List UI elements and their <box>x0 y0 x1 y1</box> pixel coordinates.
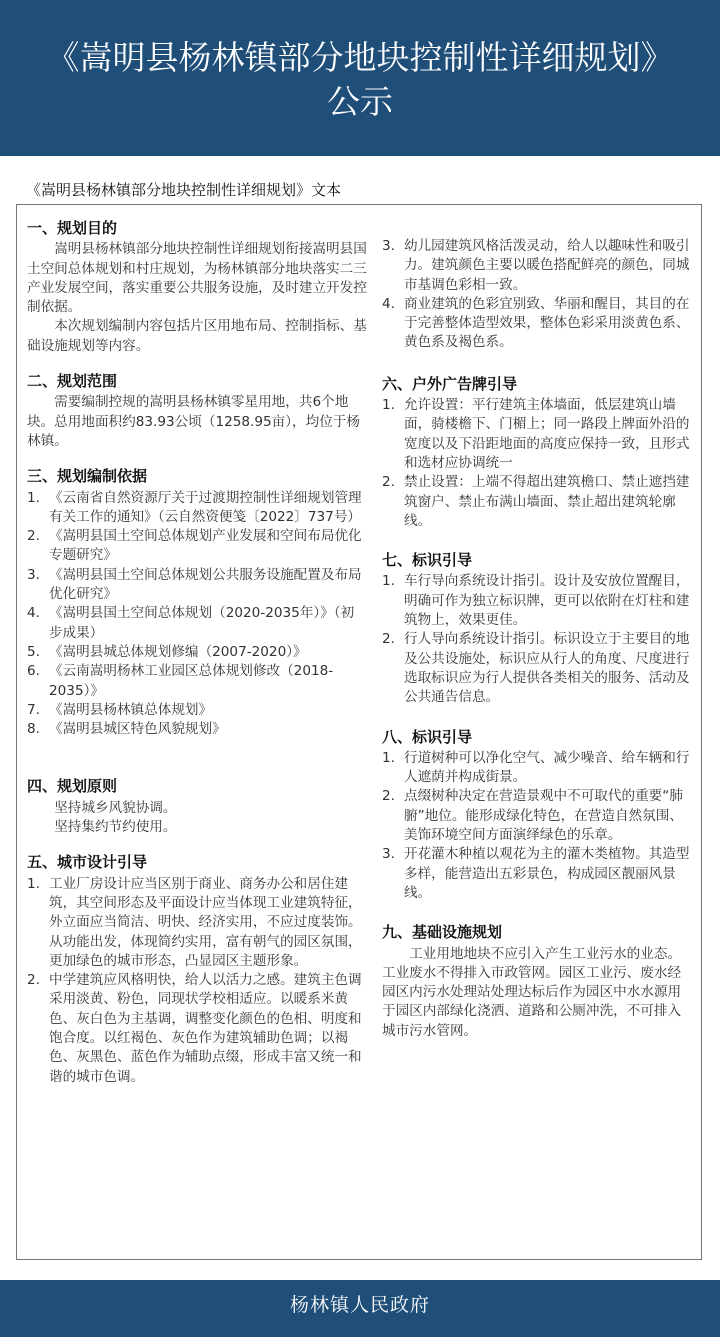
list-text: 中学建筑应风格明快，给人以活力之感。建筑主色调采用淡黄、粉色，同现状学校相适应。以暖系米黄色、灰白色为主基调，调整变化颜色的色相、明度和饱合度。以红褐色、灰色作为建筑辅助色调；以褐色、灰黑色、蓝色作为辅助点缀，形成丰富又统一和谐的城市色调。 <box>49 972 362 1085</box>
list-item <box>382 749 694 788</box>
list-text: 禁止设置：上端不得超出建筑檐口、禁止遮挡建筑窗户、禁止布满山墙面、禁止超出建筑轮廓线。 <box>404 474 690 529</box>
list-number: 7. <box>27 701 40 718</box>
paragraph: 本次规划编制内容包括片区用地布局、控制指标、基础设施规划等内容。 <box>27 318 367 354</box>
list-text: 《嵩明县国土空间总体规划产业发展和空间布局优化专题研究》 <box>49 528 362 564</box>
list-number: 4. <box>27 605 40 622</box>
section-title-greening: 八、标识引导 <box>382 727 473 746</box>
section-title-basis: 三、规划编制依据 <box>27 467 148 486</box>
list-item <box>382 473 694 531</box>
list-text: 商业建筑的色彩宜别致、华丽和醒目，其目的在于完善整体造型效果，整体色彩采用淡黄色系、黄色系及褐色系。 <box>404 295 690 351</box>
list-item <box>382 845 694 903</box>
list-item <box>27 566 367 605</box>
right-column <box>382 219 694 1041</box>
list-text: 允许设置：平行建筑主体墙面，低层建筑山墙面，骑楼檐下、门楣上；同一路段上牌面外沿的宽度以及下沿距地面的高度应保持一致，且形式和选材应协调统一 <box>404 397 690 471</box>
list-number: 1. <box>382 573 395 590</box>
list-item <box>382 237 694 295</box>
list-text: 《嵩明县国土空间总体规划（2020-2035年）》（初步成果） <box>49 605 355 641</box>
list-text: 开花灌木种植以观花为主的灌木类植物。其造型多样，能营造出五彩景色，构成园区靓丽风景线。 <box>404 846 690 901</box>
list-item <box>27 720 367 739</box>
list-number: 1. <box>382 397 395 414</box>
list-item <box>27 643 367 662</box>
list-number: 6. <box>27 663 40 680</box>
paragraph: 坚持城乡风貌协调。 <box>54 799 177 816</box>
paragraph: 需要编制控规的嵩明县杨林镇零星用地，共6个地块。总用地面积约83.93公顷（1258.95亩），均位于杨林镇。 <box>27 394 361 449</box>
list-item <box>382 572 694 630</box>
document-title: 《嵩明县杨林镇部分地块控制性详细规划》文本 <box>26 181 342 199</box>
list-item <box>27 701 367 720</box>
list-number: 1. <box>382 749 395 766</box>
section-title-scope: 二、规划范围 <box>27 372 118 391</box>
list-number: 8. <box>27 721 40 738</box>
list-item <box>27 971 367 1087</box>
list-item <box>382 396 694 473</box>
section-title-infrastructure: 九、基础设施规划 <box>382 923 503 942</box>
section-title-principles: 四、规划原则 <box>27 777 118 796</box>
list-text: 《嵩明县城区特色风貌规划》 <box>49 721 226 738</box>
list-text: 工业厂房设计应当区别于商业、商务办公和居住建筑，其空间形态及平面设计应当体现工业建筑特征，外立面应当简洁、明快、经济实用，不应过度装饰。从功能出发，体现简约实用，富有朝气的园区氛围，更加绿色的城市形态，凸显园区主题形象。 <box>49 875 362 969</box>
list-number: 2. <box>382 788 395 805</box>
paragraph: 工业用地地块不应引入产生工业污水的业态。工业废水不得排入市政管网。园区工业污、废水经园区内污水处理站处理达标后作为园区中水水源用于园区内部绿化浇洒、道路和公厕冲洗，不可排入城市污水管网。 <box>382 945 682 1039</box>
list-number: 4. <box>382 295 395 312</box>
header-banner <box>0 0 720 156</box>
list-text: 《嵩明县国土空间总体规划公共服务设施配置及布局优化研究》 <box>49 566 362 603</box>
list-text: 幼儿园建筑风格活泼灵动，给人以趣味性和吸引力。建筑颜色主要以暖色搭配鲜亮的颜色，同城市基调色彩相一致。 <box>404 238 690 293</box>
section-title-urban-design: 五、城市设计引导 <box>27 853 148 872</box>
section-title-billboard: 六、户外广告牌引导 <box>382 374 518 393</box>
list-number: 3. <box>382 846 395 863</box>
urban-design-list-cont <box>382 237 694 353</box>
list-text: 《嵩明县城总体规划修编（2007-2020）》 <box>49 643 307 660</box>
list-item <box>27 604 367 643</box>
footer-banner <box>0 1280 720 1337</box>
list-number: 3. <box>27 566 40 583</box>
list-number: 2. <box>27 528 40 545</box>
list-item <box>27 662 367 701</box>
content-panel <box>16 204 702 1260</box>
urban-design-list <box>27 875 367 1087</box>
list-item <box>27 527 367 566</box>
list-number: 2. <box>27 972 40 989</box>
list-item <box>27 875 367 971</box>
basis-list <box>27 489 367 740</box>
list-number: 1. <box>27 489 40 506</box>
page-subtitle: 公示 <box>327 82 393 121</box>
list-text: 《云南省自然资源厅关于过渡期控制性详细规划管理有关工作的通知》（云自然资便笺〔2022〕737号） <box>49 489 362 525</box>
list-item <box>382 630 694 707</box>
list-number: 1. <box>27 875 40 892</box>
list-number: 2. <box>382 631 395 648</box>
list-text: 《嵩明县杨林镇总体规划》 <box>49 701 213 718</box>
greening-list <box>382 749 694 903</box>
list-text: 行人导向系统设计指引。标识设立于主要目的地及公共设施处，标识应从行人的角度、尺度进行选取标识应为行人提供各类相关的服务、活动及公共通告信息。 <box>404 631 690 706</box>
list-number: 5. <box>27 643 40 660</box>
list-item <box>382 295 694 353</box>
list-text: 点缀树种决定在营造景观中不可取代的重要“肺腑”地位。能形成绿化特色，在营造自然氛围、美饰环境空间方面演绎绿色的乐章。 <box>404 788 683 844</box>
signage-list <box>382 572 694 707</box>
paragraph: 嵩明县杨林镇部分地块控制性详细规划衔接嵩明县国土空间总体规划和村庄规划，为杨林镇部分地块落实二三产业发展空间，落实重要公共服务设施，及时建立开发控制依据。 <box>27 241 367 316</box>
list-text: 《云南嵩明杨林工业园区总体规划修改（2018-2035）》 <box>49 663 334 699</box>
list-text: 行道树种可以净化空气、减少噪音、给车辆和行人遮荫并构成街景。 <box>404 749 690 786</box>
footer-label: 杨林镇人民政府 <box>289 1294 430 1316</box>
list-number: 3. <box>382 238 395 254</box>
page-title: 《嵩明县杨林镇部分地块控制性详细规划》 <box>46 38 674 77</box>
section-title-purpose: 一、规划目的 <box>27 219 118 237</box>
list-text: 车行导向系统设计指引。设计及安放位置醒目，明确可作为独立标识牌，更可以依附在灯柱和建筑物上，效果更佳。 <box>404 573 690 629</box>
left-column <box>27 219 367 1087</box>
billboard-list <box>382 396 694 531</box>
list-number: 2. <box>382 474 395 491</box>
list-item <box>27 489 367 528</box>
list-item <box>382 787 694 845</box>
paragraph: 坚持集约节约使用。 <box>54 819 177 836</box>
section-title-signage: 七、标识引导 <box>382 551 473 570</box>
